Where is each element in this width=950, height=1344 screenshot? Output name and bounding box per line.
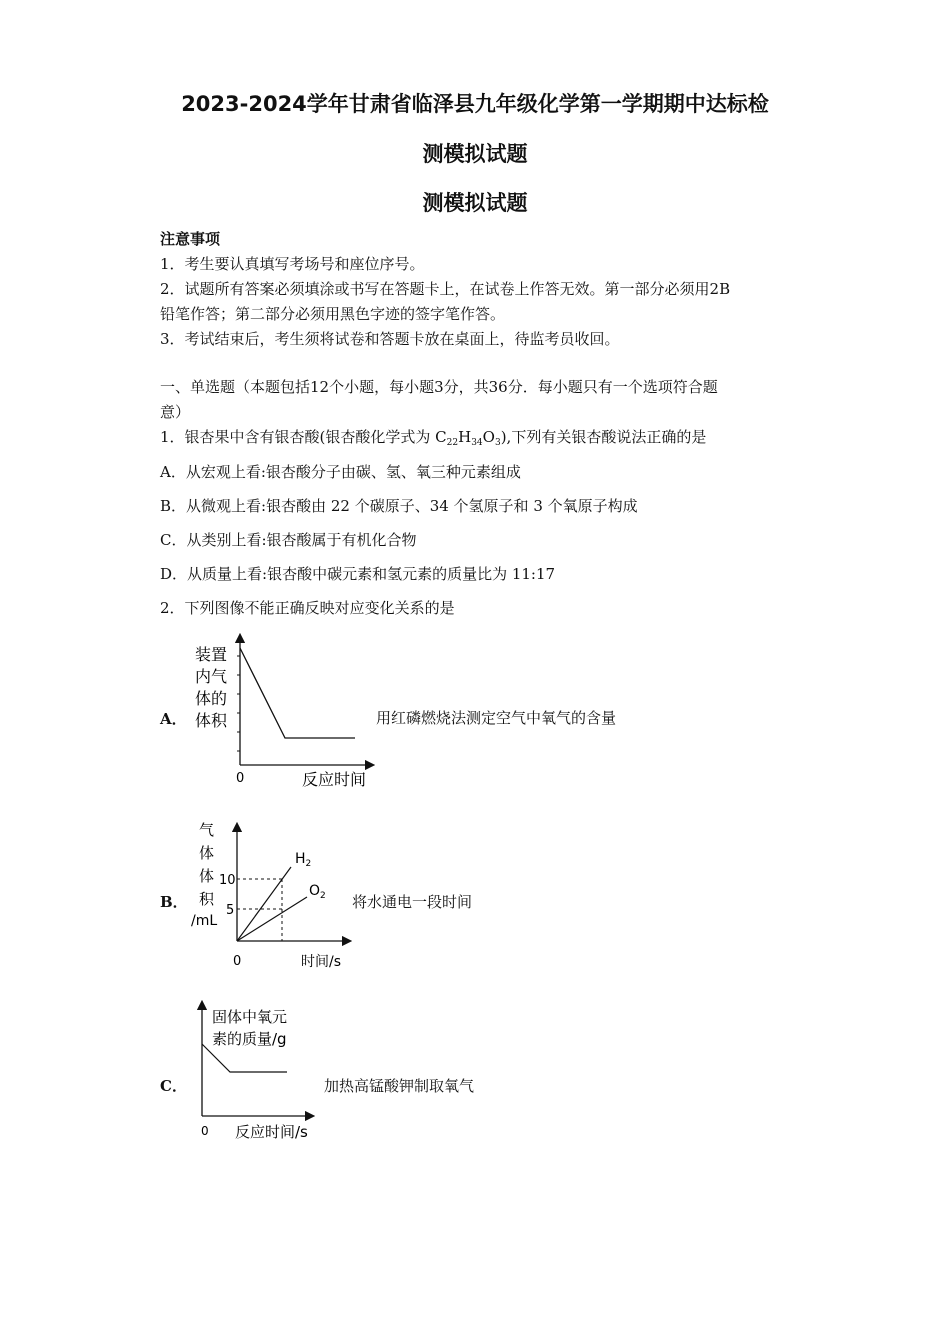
- q2-option-c-label: C．: [160, 1077, 187, 1095]
- q1-sub-o: 3: [494, 438, 501, 448]
- y-label-2: 素的质量/g: [212, 1030, 287, 1048]
- y-label-4: 体积: [195, 711, 228, 730]
- notice-item-2a: 2．试题所有答案必须填涂或书写在答题卡上，在试卷上作答无效。第一部分必须用2B: [160, 280, 731, 298]
- q1-sub-c: 22: [446, 438, 459, 448]
- section-heading-a: 一、单选题（本题包括12个小题，每小题3分，共36分．每小题只有一个选项符合题: [160, 378, 718, 396]
- q1-h: H: [458, 428, 472, 446]
- q1-option-d: D．从质量上看:银杏酸中碳元素和氢元素的质量比为 11:17: [160, 565, 556, 583]
- y-label-3: 体: [199, 867, 215, 885]
- q2-option-c-desc: 加热高锰酸钾制取氧气: [324, 1077, 475, 1095]
- q2-stem: [160, 597, 455, 618]
- tick-10: 10: [219, 873, 236, 888]
- q2-stem-post: 正确反映对应变化关系的是: [274, 599, 455, 617]
- section-heading-b: 意）: [160, 403, 191, 421]
- page-title-line2: 测模拟试题: [422, 142, 528, 166]
- h2-line: [237, 867, 291, 941]
- y-label-1: 气: [199, 821, 215, 839]
- notice-item-2b: 铅笔作答；第二部分必须用黑色字迹的签字笔作答。: [160, 305, 506, 323]
- y-label-4: 积: [199, 890, 215, 908]
- q2-option-c-graph: [185, 1000, 335, 1145]
- x-axis-label: 反应时间: [302, 770, 367, 789]
- notice-heading: 注意事项: [160, 230, 221, 248]
- q1-sub-h: 34: [471, 438, 483, 448]
- q1-option-c: C．从类别上看:银杏酸属于有机化合物: [160, 531, 417, 549]
- x-axis-label: 时间/s: [301, 954, 342, 970]
- y-label-3: 体的: [195, 689, 228, 708]
- q1-option-a: A．从宏观上看:银杏酸分子由碳、氢、氧三种元素组成: [160, 463, 521, 481]
- q1-stem-pre: 1．银杏果中含有银杏酸(银杏酸化学式为 C: [160, 428, 447, 446]
- y-label-2: 内气: [195, 667, 228, 686]
- page-title: 2023-2024学年甘肃省临泽县九年级化学第一学期期中达标检: [181, 92, 769, 116]
- series-h2-label: $H_2$: [295, 851, 312, 869]
- q1-stem-post: ),下列有关银杏酸说法正确的是: [500, 428, 707, 446]
- page-title-line3: 测模拟试题: [422, 191, 528, 215]
- q2-stem-pre: 2．下列图像: [160, 599, 245, 617]
- q1-stem: [160, 426, 706, 448]
- q2-option-b-label: B．: [160, 893, 188, 911]
- o2-line: [237, 897, 307, 941]
- y-label-5: /mL: [191, 913, 218, 929]
- y-label-1: 固体中氧元: [212, 1008, 288, 1026]
- series-o2-label: $O_2$: [309, 883, 326, 901]
- oxygen-mass-curve: [202, 1044, 287, 1072]
- tick-5: 5: [226, 903, 235, 918]
- origin-label: 0: [233, 954, 242, 969]
- y-label-2: 体: [199, 844, 215, 862]
- q2-option-b-desc: 将水通电一段时间: [352, 893, 473, 911]
- y-label-1: 装置: [195, 645, 228, 664]
- x-axis-label: 反应时间/s: [235, 1123, 308, 1141]
- q2-option-a-graph: [185, 630, 385, 795]
- origin-label: 0: [201, 1124, 209, 1138]
- q2-stem-negation: 不能: [244, 599, 275, 617]
- notice-item-3: 3．考试结束后，考生须将试卷和答题卡放在桌面上，待监考员收回。: [160, 330, 620, 348]
- q2-option-a-label: A．: [160, 710, 187, 728]
- notice-item-1: 1．考生要认真填写考场号和座位序号。: [160, 255, 425, 273]
- q1-o: O: [482, 428, 495, 446]
- q1-option-b: B．从微观上看:银杏酸由 22 个碳原子、34 个氢原子和 3 个氧原子构成: [160, 497, 638, 515]
- volume-curve: [240, 648, 355, 738]
- q2-option-a-desc: 用红磷燃烧法测定空气中氧气的含量: [376, 709, 617, 727]
- origin-label: 0: [236, 771, 245, 786]
- q2-option-b-graph: [185, 815, 365, 975]
